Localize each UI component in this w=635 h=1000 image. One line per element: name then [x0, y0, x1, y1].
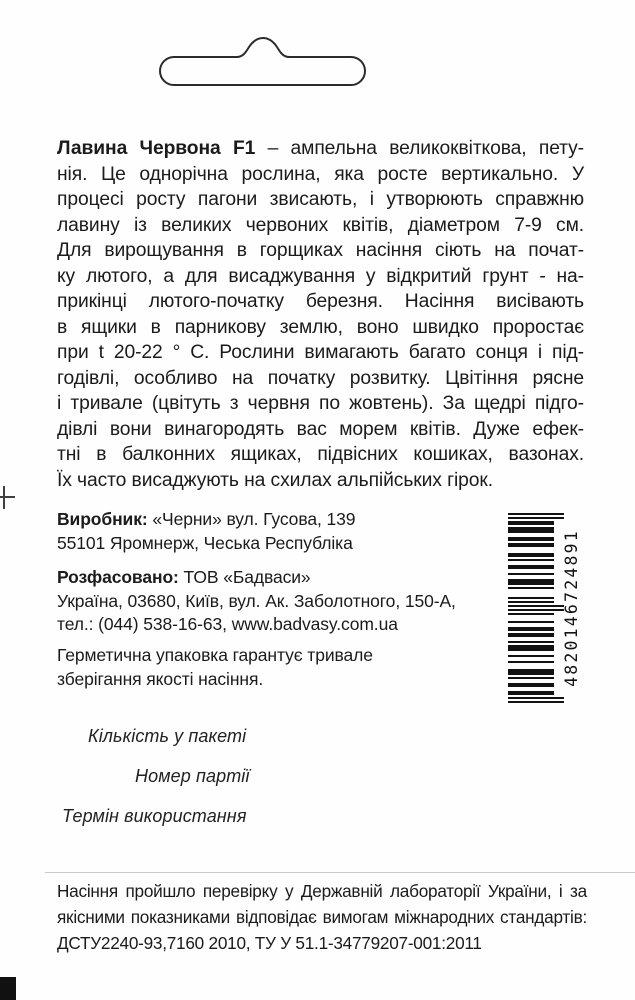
producer-name: «Черни» вул. Гусова, 139: [147, 509, 356, 529]
description-line: Для вирощування в горщиках насіння сіють на почат-: [57, 240, 584, 261]
description-line: процесі росту пагони звисають, і утворюють справжню: [57, 189, 584, 210]
packer-label: Розфасовано:: [57, 567, 179, 587]
storage-line: Герметична упаковка гарантує тривале: [57, 645, 373, 665]
packer-line: [57, 566, 557, 590]
description-line: прикінці лютого-початку березня. Насіння висівають: [57, 291, 584, 312]
variety-description: [57, 136, 584, 493]
producer-label: Виробник:: [57, 509, 148, 529]
variety-title: Лавина Червона F1: [57, 138, 256, 159]
hang-tab-outline: [155, 35, 375, 90]
description-line: лавину із великих червоних квітів, діаметром 7-9 см.: [57, 214, 584, 236]
packer-name: ТОВ «Бадваси»: [178, 567, 311, 587]
description-line: годівлі, особливо на початку розвитку. Цвітіння рясне: [57, 367, 584, 389]
certification-line: якісними показниками відповідає вимогам міжнародних стандартів:: [57, 907, 587, 927]
description-line: ку лютого, а для висаджування у відкритий грунт - на-: [57, 265, 584, 287]
quantity-in-packet-label: Кількість у пакеті: [88, 726, 247, 746]
description-line: і тривале (цвітуть з червня по жовтень). За щедрі підго-: [57, 393, 584, 414]
producer-line: [57, 508, 517, 532]
registration-cross-mark: [0, 480, 20, 515]
description-lead-rest: – ампельна великоквіткова, пету-: [255, 138, 584, 159]
corner-print-mark: [0, 977, 16, 1000]
certification-block: [57, 878, 587, 956]
expiry-term-label: Термін використання: [62, 806, 247, 826]
producer-address: 55101 Яромнерж, Чеська Республіка: [57, 532, 353, 553]
packer-address: Україна, 03680, Київ, вул. Ак. Заболотного, 150-А,: [57, 590, 456, 611]
storage-note: [57, 644, 517, 691]
divider-line: [45, 872, 635, 873]
description-line: в ящики в парникову землю, воно швидко проростає: [57, 316, 584, 338]
producer-block: [57, 508, 517, 555]
packer-contacts: тел.: (044) 538-16-63, www.badvasy.com.ua: [57, 614, 398, 634]
description-line: Їх часто висаджують на схилах альпійських гірок.: [57, 469, 494, 491]
description-line: при t 20-22 ° С. Рослини вимагають багато сонця і під-: [57, 342, 584, 363]
storage-line: зберігання якості насіння.: [57, 668, 264, 689]
certification-standards: ДСТУ2240-93,7160 2010, ТУ У 51.1-34779207-001:2011: [57, 933, 482, 953]
description-line: нія. Це однорічна рослина, яка росте вертикально. У: [57, 163, 584, 185]
description-line: [57, 136, 584, 162]
batch-number-label: Номер партії: [135, 766, 250, 786]
barcode-number: 4820146724891: [562, 529, 581, 687]
packer-block: [57, 566, 557, 637]
description-line: тні в балконних ящиках, підвісних кошиках, вазонах.: [57, 444, 584, 465]
certification-line: Насіння пройшло перевірку у Державній лабораторії України, і за: [57, 881, 587, 901]
description-line: дівлі вони винагородять вас морем квітів. Дуже ефек-: [57, 418, 584, 440]
barcode-bars: [508, 513, 564, 703]
